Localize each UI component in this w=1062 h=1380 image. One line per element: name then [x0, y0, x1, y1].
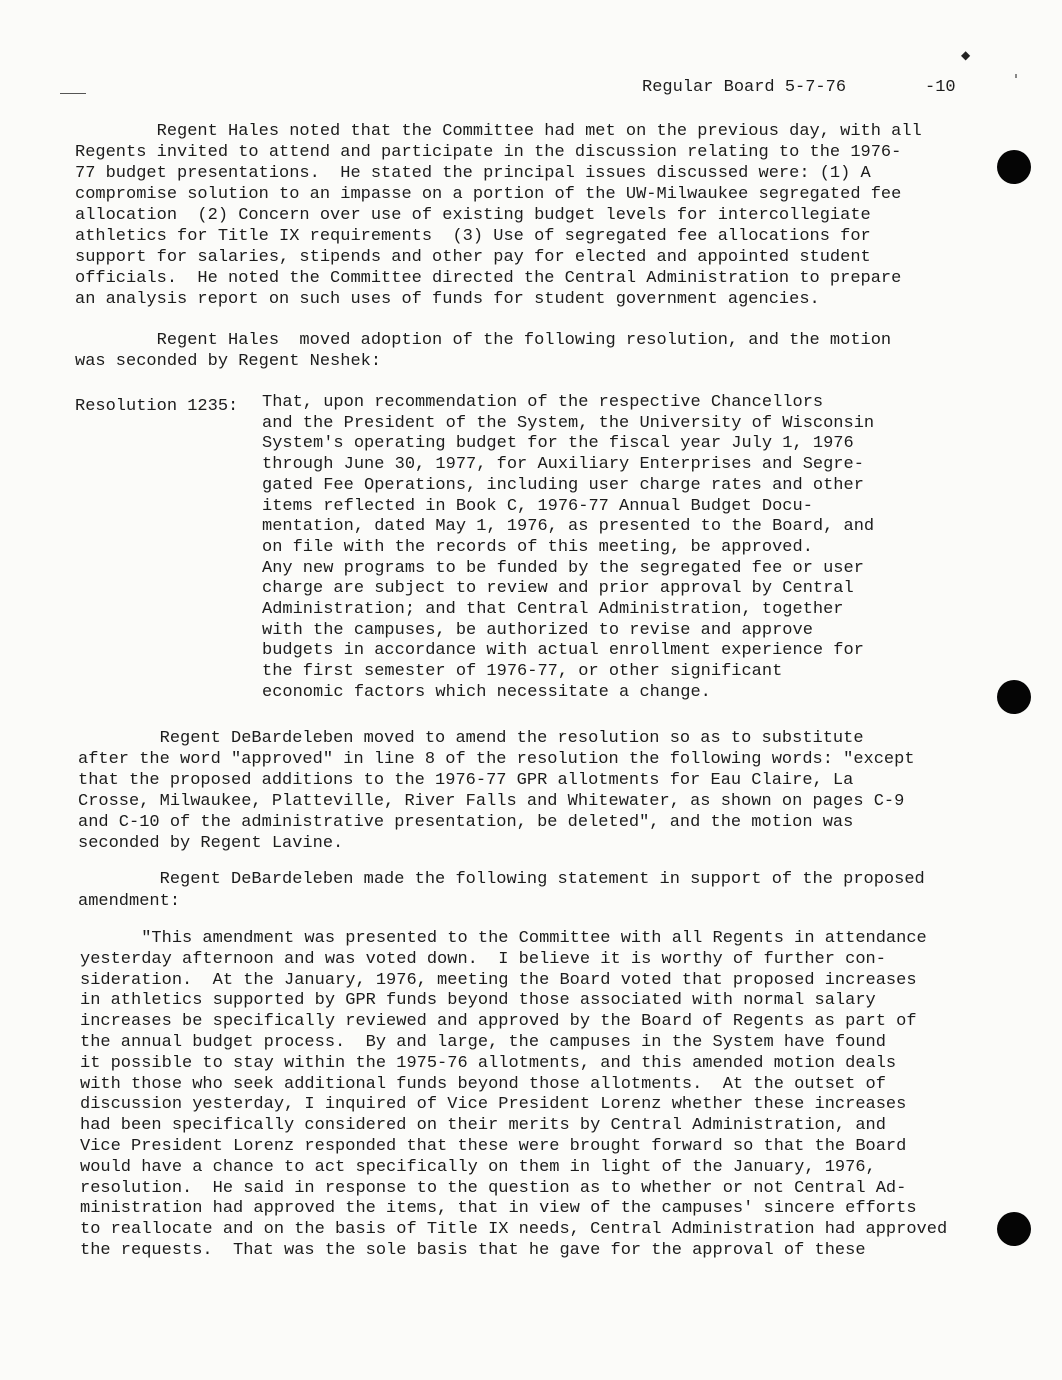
text-line: seconded by Regent Lavine. — [78, 834, 344, 853]
text-line: economic factors which necessitate a change. — [262, 682, 711, 702]
text-line: to reallocate and on the basis of Title IX needs, Central Administration had approved — [80, 1220, 948, 1240]
text-line: would have a chance to act specifically on them in light of the January, 1976, — [80, 1157, 876, 1177]
text-line: That, upon recommendation of the respective Chancellors — [262, 393, 824, 412]
text-line: items reflected in Book C, 1976-77 Annual Budget Docu- — [262, 496, 813, 516]
text-line: athletics for Title IX requirements (3) Use of segregated fee allocations for — [75, 227, 871, 246]
text-line: Crosse, Milwaukee, Platteville, River Falls and Whitewater, as shown on pages C-9 — [78, 792, 905, 811]
text-line: "This amendment was presented to the Committee with all Regents in attendance — [80, 929, 927, 948]
text-line: amendment: — [78, 892, 181, 911]
stray-tick-mark — [1015, 74, 1017, 78]
text-line: sideration. At the January, 1976, meeting the Board voted that proposed increases — [80, 970, 917, 990]
punch-hole-bottom — [997, 1212, 1031, 1246]
text-line: increases be specifically reviewed and approved by the Board of Regents as part of — [80, 1012, 917, 1032]
text-line: Regents invited to attend and participate in the discussion relating to the 1976- — [75, 143, 902, 162]
text-line: that the proposed additions to the 1976-77 GPR allotments for Eau Claire, La — [78, 771, 854, 790]
text-line: gated Fee Operations, including user charge rates and other — [262, 475, 864, 495]
text-line: the requests. That was the sole basis that he gave for the approval of these — [80, 1240, 866, 1260]
text-line: budgets in accordance with actual enrollment experience for — [262, 641, 864, 661]
margin-dash — [60, 93, 86, 94]
text-line: Regent Hales noted that the Committee had met on the previous day, with all — [75, 122, 922, 141]
punch-hole-middle — [997, 680, 1031, 714]
text-line: discussion yesterday, I inquired of Vice President Lorenz whether these increases — [80, 1095, 907, 1115]
text-line: Administration; and that Central Administration, together — [262, 600, 844, 620]
paragraph-debardeleben-statement — [80, 929, 980, 1262]
text-line: Any new programs to be funded by the segregated fee or user — [262, 558, 864, 578]
text-line: with those who seek additional funds beyond those allotments. At the outset of — [80, 1074, 886, 1094]
text-line: Regent DeBardeleben moved to amend the resolution so as to substitute — [78, 729, 864, 748]
text-line: the first semester of 1976-77, or other significant — [262, 662, 783, 682]
punch-hole-top — [997, 150, 1031, 184]
text-line: 77 budget presentations. He stated the principal issues discussed were: (1) A — [75, 164, 871, 183]
resolution-label: Resolution 1235: — [75, 397, 239, 416]
paragraph-committee-report — [75, 121, 945, 310]
text-line: Regent DeBardeleben made the following statement in support of the proposed — [78, 870, 925, 889]
text-line: in athletics supported by GPR funds beyond those associated with normal salary — [80, 991, 876, 1011]
page-number: -10 — [925, 78, 956, 97]
text-line: officials. He noted the Committee directed the Central Administration to prepare — [75, 269, 902, 288]
header-title: Regular Board 5-7-76 — [642, 78, 847, 97]
text-line: was seconded by Regent Neshek: — [75, 352, 382, 371]
text-line: with the campuses, be authorized to revise and approve — [262, 620, 813, 640]
text-line: mentation, dated May 1, 1976, as presented to the Board, and — [262, 517, 875, 537]
text-line: an analysis report on such uses of funds for student government agencies. — [75, 290, 820, 309]
paragraph-amendment-motion — [78, 728, 948, 854]
text-line: Regent Hales moved adoption of the following resolution, and the motion — [75, 331, 892, 350]
text-line: Vice President Lorenz responded that these were brought forward so that the Board — [80, 1136, 907, 1156]
text-line: resolution. He said in response to the question as to whether or not Central Ad- — [80, 1178, 907, 1198]
text-line: had been specifically considered on their merits by Central Administration, and — [80, 1116, 886, 1136]
text-line: through June 30, 1977, for Auxiliary Enterprises and Segre- — [262, 455, 864, 475]
text-line: compromise solution to an impasse on a portion of the UW-Milwaukee segregated fee — [75, 185, 902, 204]
text-line: on file with the records of this meeting, be approved. — [262, 537, 813, 557]
text-line: ministration had approved the items, that in view of the campuses' sincere efforts — [80, 1199, 917, 1219]
text-line: support for salaries, stipends and other pay for elected and appointed student — [75, 248, 871, 267]
text-line: System's operating budget for the fiscal year July 1, 1976 — [262, 434, 854, 454]
paragraph-motion-adoption — [75, 330, 945, 372]
stray-mark-icon: ◆ — [961, 48, 971, 62]
text-line: it possible to stay within the 1975-76 allotments, and this amended motion deals — [80, 1053, 897, 1073]
text-line: the annual budget process. By and large, the campuses in the System have found — [80, 1032, 886, 1052]
text-line: and C-10 of the administrative presentation, be deleted", and the motion was — [78, 813, 854, 832]
text-line: and the President of the System, the University of Wisconsin — [262, 413, 875, 433]
text-line: after the word "approved" in line 8 of the resolution the following words: "except — [78, 750, 915, 769]
text-line: yesterday afternoon and was voted down. I believe it is worthy of further con- — [80, 949, 886, 969]
text-line: charge are subject to review and prior approval by Central — [262, 579, 854, 599]
paragraph-statement-intro — [78, 869, 948, 913]
resolution-text — [262, 393, 902, 704]
page-header — [642, 78, 962, 102]
text-line: allocation (2) Concern over use of existing budget levels for intercollegiate — [75, 206, 871, 225]
